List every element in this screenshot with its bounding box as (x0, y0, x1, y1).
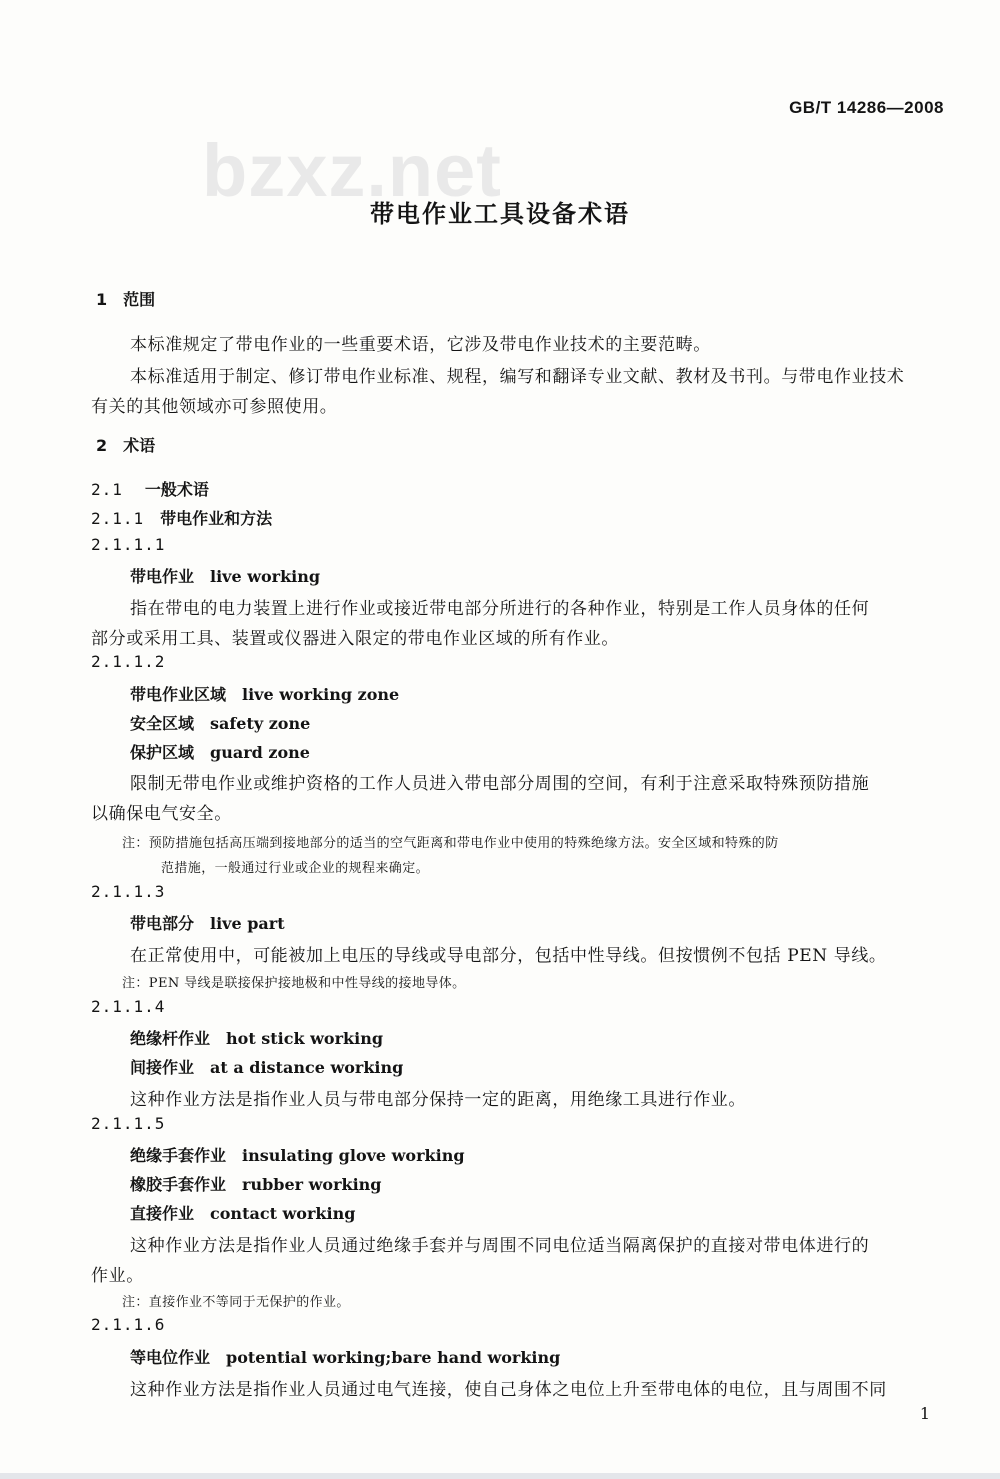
term-en: live part (210, 914, 285, 933)
term-zh: 带电部分 (130, 914, 195, 933)
definition-line: 这种作业方法是指作业人员与带电部分保持一定的距离，用绝缘工具进行作业。 (130, 1090, 746, 1110)
term-en: guard zone (210, 743, 310, 762)
clause-2-1-1-3-number: 2.1.1.3 (91, 882, 166, 901)
term-line (130, 911, 285, 934)
term-line (130, 1055, 403, 1078)
definition-line: 这种作业方法是指作业人员通过电气连接，使自己身体之电位上升至带电体的电位，且与周围不同 (130, 1380, 887, 1400)
note-line: 范措施，一般通过行业或企业的规程来确定。 (161, 861, 430, 876)
document-title: 带电作业工具设备术语 (370, 200, 630, 228)
watermark: bzxz.net (202, 129, 502, 212)
term-line (130, 1172, 382, 1195)
term-en: hot stick working (226, 1029, 384, 1048)
term-en: at a distance working (210, 1058, 404, 1077)
term-zh: 橡胶手套作业 (130, 1175, 227, 1194)
definition-line: 这种作业方法是指作业人员通过绝缘手套并与周围不同电位适当隔离保护的直接对带电体进行的 (130, 1236, 870, 1256)
clause-2-1-1-5-number: 2.1.1.5 (91, 1114, 166, 1133)
clause-2-1-1-6-number: 2.1.1.6 (91, 1315, 166, 1334)
definition-line: 作业。 (91, 1266, 144, 1286)
term-zh: 直接作业 (130, 1204, 195, 1223)
clause-number: 2.1.1 (91, 509, 145, 528)
clause-label: 一般术语 (144, 480, 209, 499)
term-line (130, 682, 399, 705)
clause-2-1-1-1-number: 2.1.1.1 (91, 535, 166, 554)
page-number: 1 (919, 1404, 930, 1423)
definition-line: 限制无带电作业或维护资格的工作人员进入带电部分周围的空间，有利于注意采取特殊预防措施 (130, 774, 870, 794)
section-1-paragraph-2-line-1: 本标准适用于制定、修订带电作业标准、规程，编写和翻译专业文献、教材及书刊。与带电作业技术 (130, 367, 905, 387)
term-en: potential working;bare hand working (226, 1348, 561, 1367)
note-line: 注：预防措施包括高压端到接地部分的适当的空气距离和带电作业中使用的特殊绝缘方法。安全区域和特殊的防 (122, 836, 779, 851)
clause-2-1 (91, 477, 209, 500)
term-zh: 绝缘手套作业 (130, 1146, 227, 1165)
clause-2-1-1 (91, 506, 272, 529)
clause-2-1-1-2-number: 2.1.1.2 (91, 652, 166, 671)
clause-2-1-1-4-number: 2.1.1.4 (91, 997, 166, 1016)
standard-number: GB/T 14286—2008 (789, 98, 944, 117)
section-1-paragraph-1: 本标准规定了带电作业的一些重要术语，它涉及带电作业技术的主要范畴。 (130, 335, 711, 355)
term-line (130, 1143, 465, 1166)
term-zh: 绝缘杆作业 (130, 1029, 211, 1048)
term-en: contact working (210, 1204, 356, 1223)
term-line (130, 1345, 560, 1368)
definition-line: 在正常使用中，可能被加上电压的导线或导电部分，包括中性导线。但按惯例不包括 PEN 导线。 (130, 946, 887, 966)
page-bottom-edge (0, 1473, 1000, 1479)
term-zh: 安全区域 (130, 714, 195, 733)
note-line: 注：直接作业不等同于无保护的作业。 (122, 1295, 350, 1310)
section-1-heading: 1 范围 (96, 290, 156, 309)
term-line (130, 1026, 383, 1049)
term-line (130, 1201, 355, 1224)
term-zh: 带电作业 (130, 567, 195, 586)
term-en: live working zone (242, 685, 400, 704)
term-zh: 等电位作业 (130, 1348, 211, 1367)
clause-label: 带电作业和方法 (160, 509, 273, 528)
term-zh: 带电作业区域 (130, 685, 227, 704)
note-line: 注：PEN 导线是联接保护接地极和中性导线的接地导体。 (122, 976, 466, 991)
term-zh: 间接作业 (130, 1058, 195, 1077)
term-zh: 保护区域 (130, 743, 195, 762)
term-line (130, 564, 320, 587)
term-line (130, 711, 310, 734)
clause-number: 2.1 (91, 480, 123, 499)
section-2-heading: 2 术语 (96, 436, 156, 455)
definition-line: 部分或采用工具、装置或仪器进入限定的带电作业区域的所有作业。 (91, 629, 619, 649)
term-en: live working (210, 567, 321, 586)
term-line (130, 740, 310, 763)
section-1-paragraph-2-line-2: 有关的其他领域亦可参照使用。 (91, 397, 338, 417)
term-en: rubber working (242, 1175, 382, 1194)
term-en: insulating glove working (242, 1146, 465, 1165)
definition-line: 以确保电气安全。 (91, 804, 232, 824)
term-en: safety zone (210, 714, 311, 733)
definition-line: 指在带电的电力装置上进行作业或接近带电部分所进行的各种作业，特别是工作人员身体的任何 (130, 599, 870, 619)
